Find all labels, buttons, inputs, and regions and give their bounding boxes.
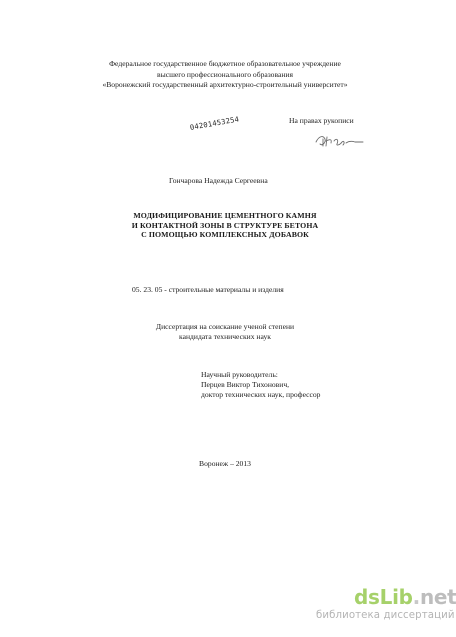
degree-line: Диссертация на соискание ученой степени (155, 322, 295, 331)
watermark-subtitle: библиотека диссертаций (316, 610, 455, 621)
logo-left: dsLib (354, 585, 413, 609)
supervisor-name: Перцев Виктор Тихонович, (201, 380, 290, 390)
specialty-code: 05. 23. 05 - строительные материалы и изделия (132, 285, 284, 294)
degree-line: кандидата технических наук (179, 332, 271, 341)
dslib-watermark (310, 585, 456, 625)
supervisor-block (201, 370, 320, 401)
author-name: Гончарова Надежда Сергеевна (169, 176, 268, 185)
title-line: С ПОМОЩЬЮ КОМПЛЕКСНЫХ ДОБАВОК (141, 230, 309, 240)
dslib-logo (354, 585, 456, 609)
city-and-year: Воронеж – 2013 (199, 459, 251, 468)
supervisor-label: Научный руководитель: (201, 370, 278, 379)
degree-statement (0, 322, 450, 342)
manuscript-rights-note: На правах рукописи (289, 116, 354, 125)
organization-header (0, 59, 450, 91)
logo-dot: . (412, 585, 420, 609)
dissertation-title (0, 211, 450, 240)
organization-line: «Воронежский государственный архитектурно-строительный университет» (102, 80, 348, 89)
supervisor-degree: доктор технических наук, профессор (201, 390, 321, 400)
title-line: МОДИФИЦИРОВАНИЕ ЦЕМЕНТНОГО КАМНЯ (133, 211, 317, 220)
registration-number-stamp: 04201453254 (189, 114, 240, 132)
organization-line: Федеральное государственное бюджетное образовательное учреждение (109, 59, 341, 68)
title-line: И КОНТАКТНОЙ ЗОНЫ В СТРУКТУРЕ БЕТОНА (131, 220, 319, 230)
organization-line: высшего профессионального образования (157, 69, 293, 79)
logo-right: net (419, 585, 456, 609)
signature-mark (313, 133, 367, 149)
